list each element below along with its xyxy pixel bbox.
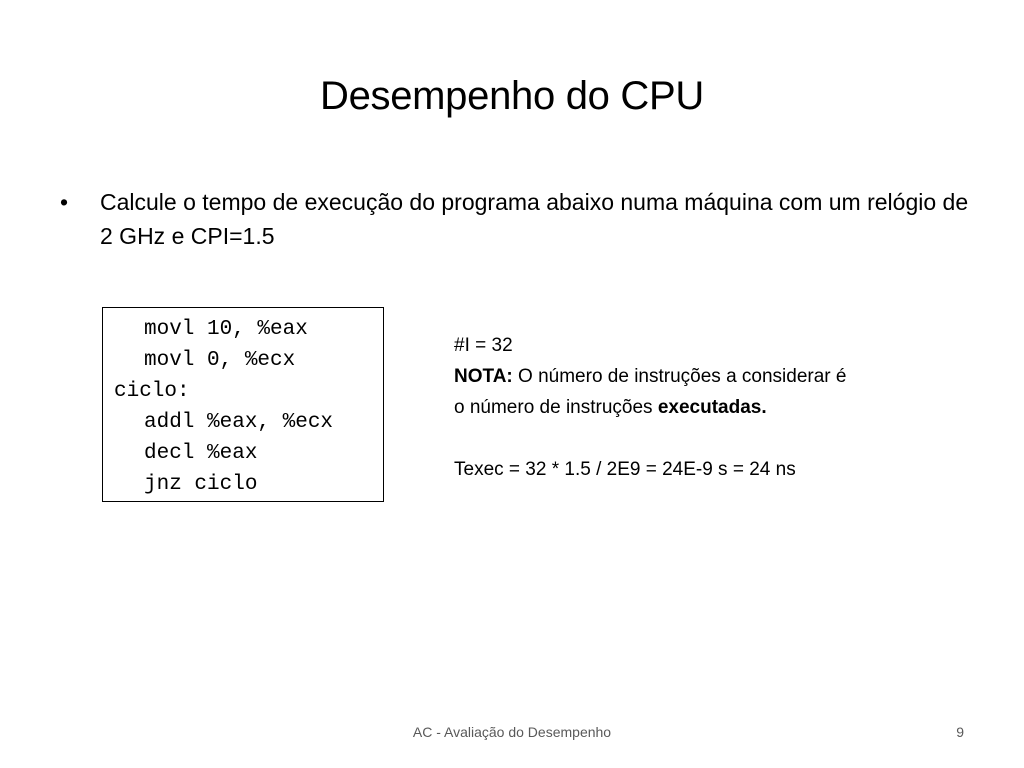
instruction-count: #I = 32 [454,335,513,356]
code-block [102,307,384,502]
code-line: addl %eax, %ecx [144,411,334,434]
nota-emphasis: executadas. [657,397,767,418]
slide-title: Desempenho do CPU [319,74,704,118]
nota-label: NOTA: [454,366,513,387]
bullet-dot-icon: • [60,189,69,215]
code-line: jnz ciclo [144,473,258,496]
nota-line-1 [454,361,974,392]
bullet-text: Calcule o tempo de execução do programa abaixo numa máquina com um relógio de 2 GHz e CPI=1.5 [100,189,969,249]
nota-line-2 [454,392,974,423]
code-label: ciclo: [114,380,190,403]
footer-text: AC - Avaliação do Desempenho [412,724,612,740]
nota-text-2: o número de instruções [454,397,658,418]
page-number: 9 [956,724,964,740]
nota-text-1: O número de instruções a considerar é [512,366,847,387]
bullet-list [60,185,980,253]
code-line: movl 10, %eax [144,318,308,341]
notes-panel [454,330,974,485]
code-line: decl %eax [144,442,258,465]
spacer [454,423,974,454]
bullet-item [60,185,980,253]
texec-formula: Texec = 32 * 1.5 / 2E9 = 24E-9 s = 24 ns [454,459,796,480]
code-line: movl 0, %ecx [144,349,296,372]
